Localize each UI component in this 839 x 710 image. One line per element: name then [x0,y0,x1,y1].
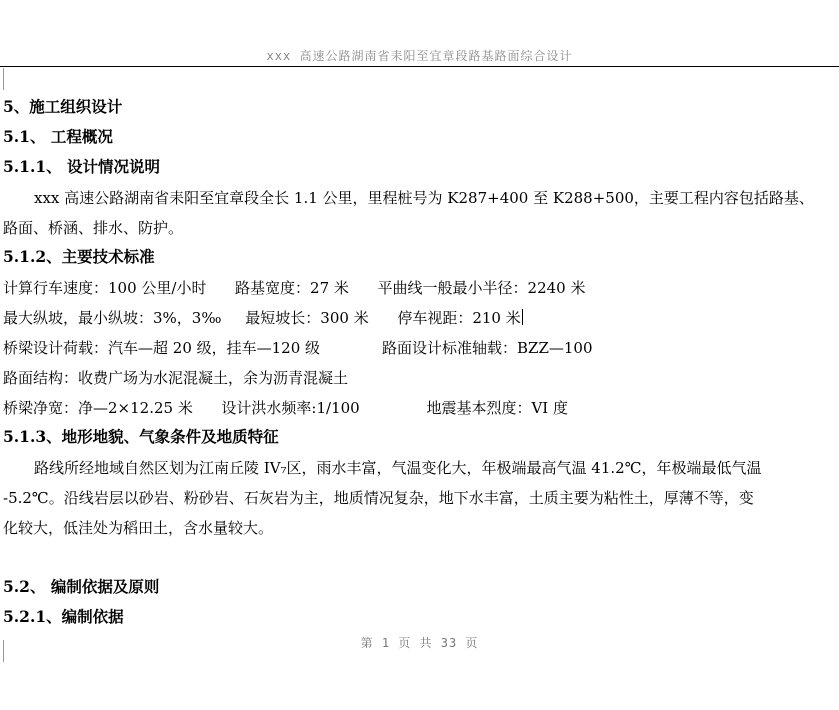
section-heading-5-1: 5.1、 工程概况 [3,127,113,146]
margin-corner-mark-top [3,68,4,90]
standards-line-4: 路面结构：收费广场为水泥混凝土，余为沥青混凝土 [3,369,349,387]
standards-line-5: 桥梁净宽：净—2×12.25 米 设计洪水频率:1/100 地震基本烈度：VI 度 [3,399,568,417]
section-heading-5-1-3: 5.1.3、地形地貌、气象条件及地质特征 [3,427,279,446]
section-heading-5-2-1: 5.2.1、编制依据 [3,607,124,626]
margin-corner-mark-bottom [3,640,4,662]
section-heading-5: 5、施工组织设计 [3,97,123,116]
section-heading-5-2: 5.2、 编制依据及原则 [3,577,160,596]
section-heading-5-1-2: 5.1.2、主要技术标准 [3,247,155,266]
standards-line-2 [3,308,523,328]
standards-line-3: 桥梁设计荷载：汽车—超 20 级，挂车—120 级 路面设计标准轴载：BZZ—100 [3,339,593,357]
section-heading-5-1-1: 5.1.1、 设计情况说明 [3,157,161,176]
paragraph-2-line-1: 路线所经地域自然区划为江南丘陵 IV₇区，雨水丰富，气温变化大，年极端最高气温 41.2℃，年极端最低气温 [34,459,762,477]
header-rule [0,66,839,67]
page-header: xxx 高速公路湖南省耒阳至宜章段路基路面综合设计 [266,49,573,63]
page-footer: 第 1 页 共 33 页 [360,636,479,650]
standards-line-2-text: 最大纵坡，最小纵坡：3%，3‰ 最短坡长：300 米 停车视距：210 米 [3,309,521,327]
standards-line-1: 计算行车速度：100 公里/小时 路基宽度：27 米 平曲线一般最小半径：2240 米 [3,279,586,297]
paragraph-1-line-2: 路面、桥涵、排水、防护。 [3,219,184,237]
paragraph-1-line-1: xxx 高速公路湖南省耒阳至宜章段全长 1.1 公里，里程桩号为 K287+400 至 K288+500，主要工程内容包括路基、 [34,189,814,207]
text-cursor [522,309,523,325]
paragraph-2-line-3: 化较大，低洼处为稻田土，含水量较大。 [3,519,274,537]
paragraph-2-line-2: -5.2℃。沿线岩层以砂岩、粉砂岩、石灰岩为主，地质情况复杂，地下水丰富，土质主要为粘性土，厚薄不等，变 [3,489,754,507]
